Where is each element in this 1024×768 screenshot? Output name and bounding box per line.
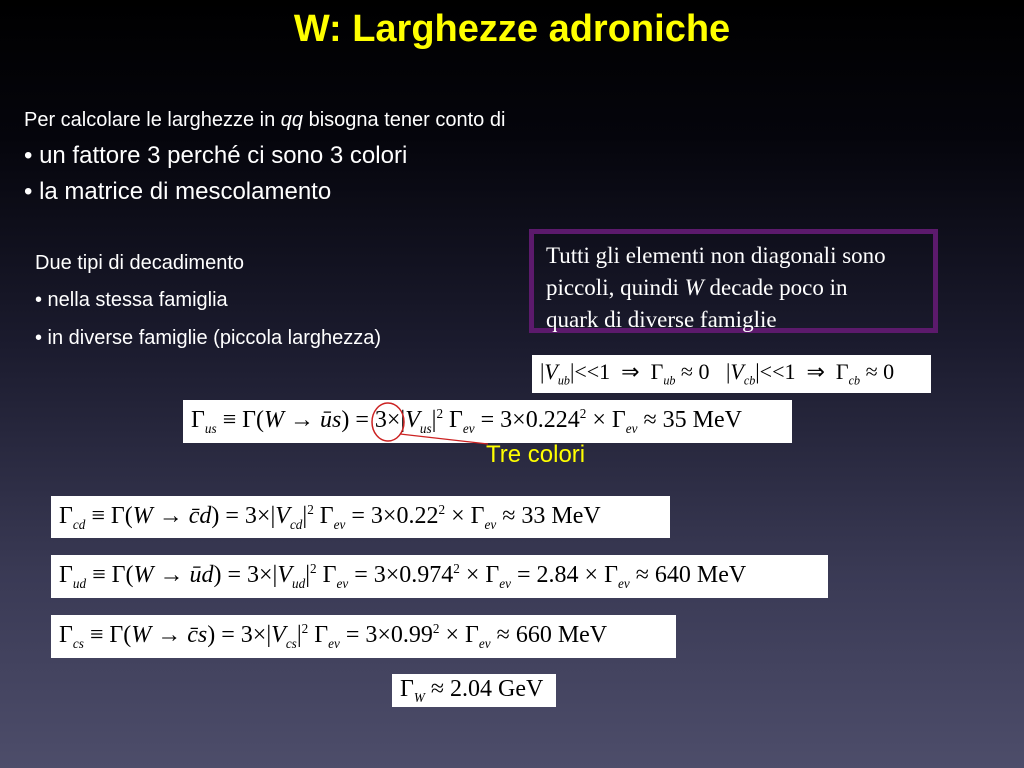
decay-item-same-family: • nella stessa famiglia xyxy=(35,289,228,311)
formula-gamma-us: $\Gamma_{us} \equiv \Gamma(W$ → ūs) = $3\times|V_{us}|^2$ $\Gamma_{e\nu} = 3\times 0.224^2 \times \Gamma_{e\nu} \approx 35$ MeV xyxy=(183,400,792,443)
note-line-2: piccoli, quindi W decade poco in xyxy=(546,275,848,300)
intro-text xyxy=(24,109,505,132)
note-line-3: quark di diverse famiglie xyxy=(546,307,777,332)
decay-item-different-families: • in diverse famiglie (piccola larghezza) xyxy=(35,327,382,349)
formula-vub-vcb: $|V_{ub}|<<1$ ⇒ $\Gamma_{ub} \approx 0$ $|V_{cb}|<<1$ ⇒ $\Gamma_{cb} \approx 0$ xyxy=(532,355,931,393)
formula-gamma-cs: $\Gamma_{cs} \equiv \Gamma(W$ → c̄s) = $3\times|V_{cs}|^2$ $\Gamma_{e\nu} = 3\times 0.99^2 \times \Gamma_{e\nu} \approx 660$ MeV xyxy=(51,615,676,658)
formula-gamma-total: $\Gamma_W \approx 2.04$ GeV xyxy=(392,674,556,707)
intro-suffix: bisogna tener conto di xyxy=(303,109,506,131)
slide-title: W: Larghezze adroniche xyxy=(293,8,731,50)
decay-heading: Due tipi di decadimento xyxy=(35,252,245,274)
formula-gamma-ud: $\Gamma_{ud} \equiv \Gamma(W$ → ūd) = $3\times|V_{ud}|^2$ $\Gamma_{e\nu} = 3\times 0.974^2 \times \Gamma_{e\nu} = 2.84 \times \Gamma_{e\nu} \approx 640$ MeV xyxy=(51,555,828,598)
note-box xyxy=(529,229,938,333)
annotation-line xyxy=(400,434,488,444)
bullet-colors: • un fattore 3 perché ci sono 3 colori xyxy=(24,142,408,169)
formula-gamma-cd: $\Gamma_{cd} \equiv \Gamma(W$ → c̄d) = $3\times|V_{cd}|^2$ $\Gamma_{e\nu} = 3\times 0.22^2 \times \Gamma_{e\nu} \approx 33$ MeV xyxy=(51,496,670,538)
bullet-mixing-matrix: • la matrice di mescolamento xyxy=(24,178,332,205)
intro-prefix: Per calcolare le larghezze in xyxy=(24,109,281,131)
circle-around-3 xyxy=(372,403,404,441)
intro-em: qq xyxy=(280,109,304,131)
note-line-1: Tutti gli elementi non diagonali sono xyxy=(546,243,886,268)
colors-annotation-marker xyxy=(360,398,500,448)
annotation-three-colors: Tre colori xyxy=(486,441,586,468)
